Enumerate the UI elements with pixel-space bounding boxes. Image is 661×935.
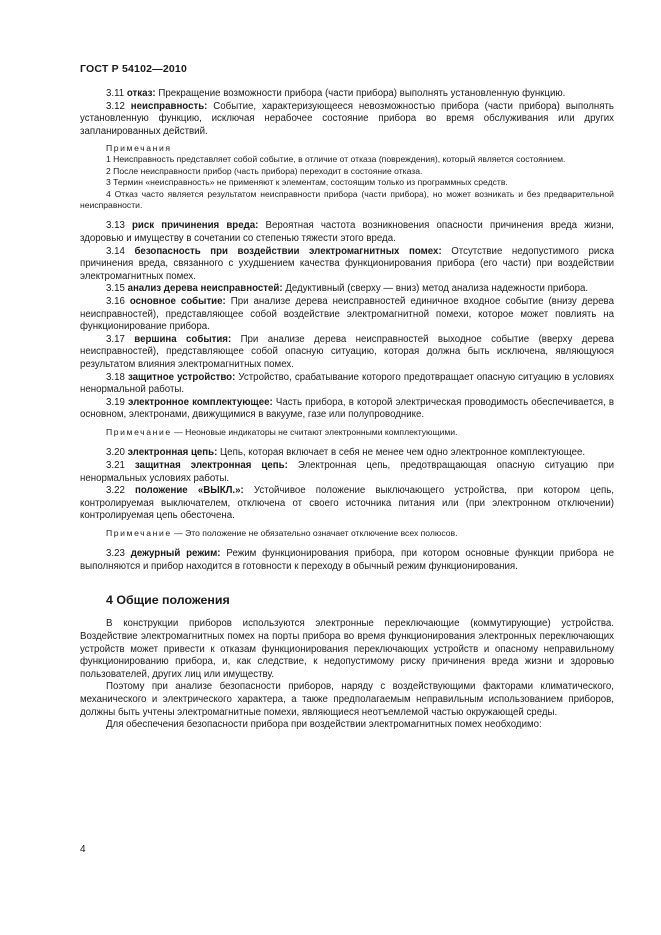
clause-number: 3.11 <box>106 88 125 99</box>
definition-3-13 <box>80 220 614 245</box>
page-number: 4 <box>80 844 86 855</box>
definition-3-14 <box>80 246 614 284</box>
definition-3-17 <box>80 334 614 372</box>
definition-3-11 <box>80 88 614 101</box>
definition-text: Часть прибора, в которой электрическая проводимость обеспечивается, в основном, электронами, движущимися в вакууме, газе или полупроводнике. <box>80 396 614 421</box>
definition-3-18 <box>80 372 614 397</box>
clause-number: 3.20 <box>106 447 125 459</box>
definition-3-23 <box>80 548 614 573</box>
note-item: 4 Отказ часто является результатом неисправности прибора (части прибора), но может возникать и без предварительной неисправности. <box>80 188 614 210</box>
definition-3-15 <box>80 283 614 296</box>
clause-number: 3.23 <box>106 548 125 560</box>
note-3-19 <box>80 427 614 438</box>
term: вершина события: <box>134 333 232 345</box>
note-text: — Это положение не обязательно означает отключение всех полюсов. <box>171 527 458 538</box>
definition-text: Вероятная частота возникновения опасности причинения вреда жизни, здоровью и имуществу в сочетании со степенью тяжести этого вреда. <box>80 220 614 244</box>
definition-text: Прекращение возможности прибора (части прибора) выполнять установленную функцию. <box>155 88 566 99</box>
term: дежурный режим: <box>130 548 221 560</box>
definition-3-19 <box>80 397 614 422</box>
clause-number: 3.19 <box>106 396 125 408</box>
definition-text: Дедуктивный (сверху — вниз) метод анализа надежности прибора. <box>282 283 589 295</box>
definition-3-20 <box>80 447 614 460</box>
clause-number: 3.15 <box>106 283 125 295</box>
clause-number: 3.13 <box>106 220 125 232</box>
document-header: ГОСТ Р 54102—2010 <box>80 63 188 75</box>
clause-number: 3.21 <box>106 459 125 471</box>
note-item: 3 Термин «неисправность» не применяют к элементам, состоящим только из программных средств. <box>106 177 508 188</box>
note-item: 1 Неисправность представляет собой событие, в отличие от отказа (повреждения), который является состоянием. <box>106 154 566 165</box>
clause-number: 3.18 <box>106 371 125 383</box>
definition-text: Режим функционирования прибора, при котором основные функции прибора не выполняются и прибор находится в готовности к переходу в обычный режим функционирования. <box>80 548 614 572</box>
term: электронное комплектующее: <box>128 396 273 408</box>
term: отказ: <box>126 88 156 99</box>
note-label: Примечание <box>106 426 172 437</box>
definition-3-21 <box>80 460 614 485</box>
term: электронная цепь: <box>127 447 218 459</box>
term: защитное устройство: <box>127 371 236 383</box>
term: безопасность при воздействии электромагнитных помех: <box>134 245 442 257</box>
clause-number: 3.16 <box>106 295 125 307</box>
term: защитная электронная цепь: <box>134 459 288 471</box>
definition-text: Электронная цепь, предотвращающая опасную ситуацию при ненормальных условиях работы. <box>80 459 614 484</box>
clause-number: 3.22 <box>106 485 125 497</box>
section-4-paragraph: В конструкции приборов используются электронные переключающие (коммутирующие) устройства. Воздействие электромагнитных помех на порты прибора во время функционирования электронных переключающих устройств может привести к отказам функционирования переключающих устройств и опасному неправильному функционированию прибора, и, как следствие, к недопустимому риску причинения вреда жизни и здоровью пользователей, других лиц или имуществу. <box>80 618 614 680</box>
section-4-paragraph: Поэтому при анализе безопасности приборов, наряду с воздействующими факторами климатического, механического и электрического характера, а также предполагаемым неправильным использованием приборов, должны быть учтены электромагнитные помехи, являющиеся неотъемлемой частью окружающей среды. <box>80 681 614 718</box>
term: риск причинения вреда: <box>131 220 259 232</box>
note-label: Примечание <box>106 527 172 538</box>
clause-number: 3.14 <box>106 245 125 257</box>
definition-3-16 <box>80 296 614 334</box>
term: основное событие: <box>129 295 226 307</box>
definition-3-12 <box>80 101 614 139</box>
term: положение «ВЫКЛ.»: <box>135 485 244 497</box>
definition-3-22 <box>80 485 614 523</box>
note-text: — Неоновые индикаторы не считают электронными комплектующими. <box>171 426 458 437</box>
definition-text: При анализе дерева неисправностей выходное событие (вверху дерева неисправностей), представляющее собой опасную ситуацию, которая должна быть исключена, являющуюся результатом влияния электромагнитных помех. <box>80 333 614 370</box>
note-3-22 <box>80 528 614 539</box>
term: неисправность: <box>130 100 208 112</box>
section-4-paragraph: Для обеспечения безопасности прибора при воздействии электромагнитных помех необходимо: <box>106 719 542 731</box>
definition-text: Устройство, срабатывание которого предотвращает опасную ситуацию в условиях ненормальной работы. <box>80 371 614 396</box>
clause-number: 3.12 <box>106 100 125 112</box>
document-body <box>80 88 614 732</box>
section-4-title: 4 Общие положения <box>106 593 230 608</box>
definition-text: Устойчивое положение выключающего устройства, при котором цепь, контролируемая выключателем, отключена от своего источника питания или (при электронном отключении) контролируемая цепь обесточена. <box>80 485 614 522</box>
definition-text: При анализе дерева неисправностей единичное входное событие (внизу дерева неисправностей), представляющее собой воздействие электромагнитной помехи, которое может повлиять на функционирование прибора. <box>80 295 614 333</box>
definition-text: Событие, характеризующееся невозможностью прибора (части прибора) выполнять установленную функцию, исключая нерабочее состояние прибора во время обслуживания или других запланированных действий. <box>80 100 614 137</box>
definition-text: Цепь, которая включает в себя не менее чем одно электронное комплектующее. <box>217 447 586 459</box>
term: анализ дерева неисправностей: <box>127 283 283 295</box>
clause-number: 3.17 <box>106 333 125 345</box>
notes-heading: Примечания <box>106 143 172 154</box>
definition-text: Отсутствие недопустимого риска причинения вреда, связанного с ухудшением качества функционирования прибора (его части) при воздействии электромагнитных помех. <box>80 245 614 282</box>
note-item: 2 После неисправности прибор (часть прибора) переходит в состояние отказа. <box>106 165 423 176</box>
